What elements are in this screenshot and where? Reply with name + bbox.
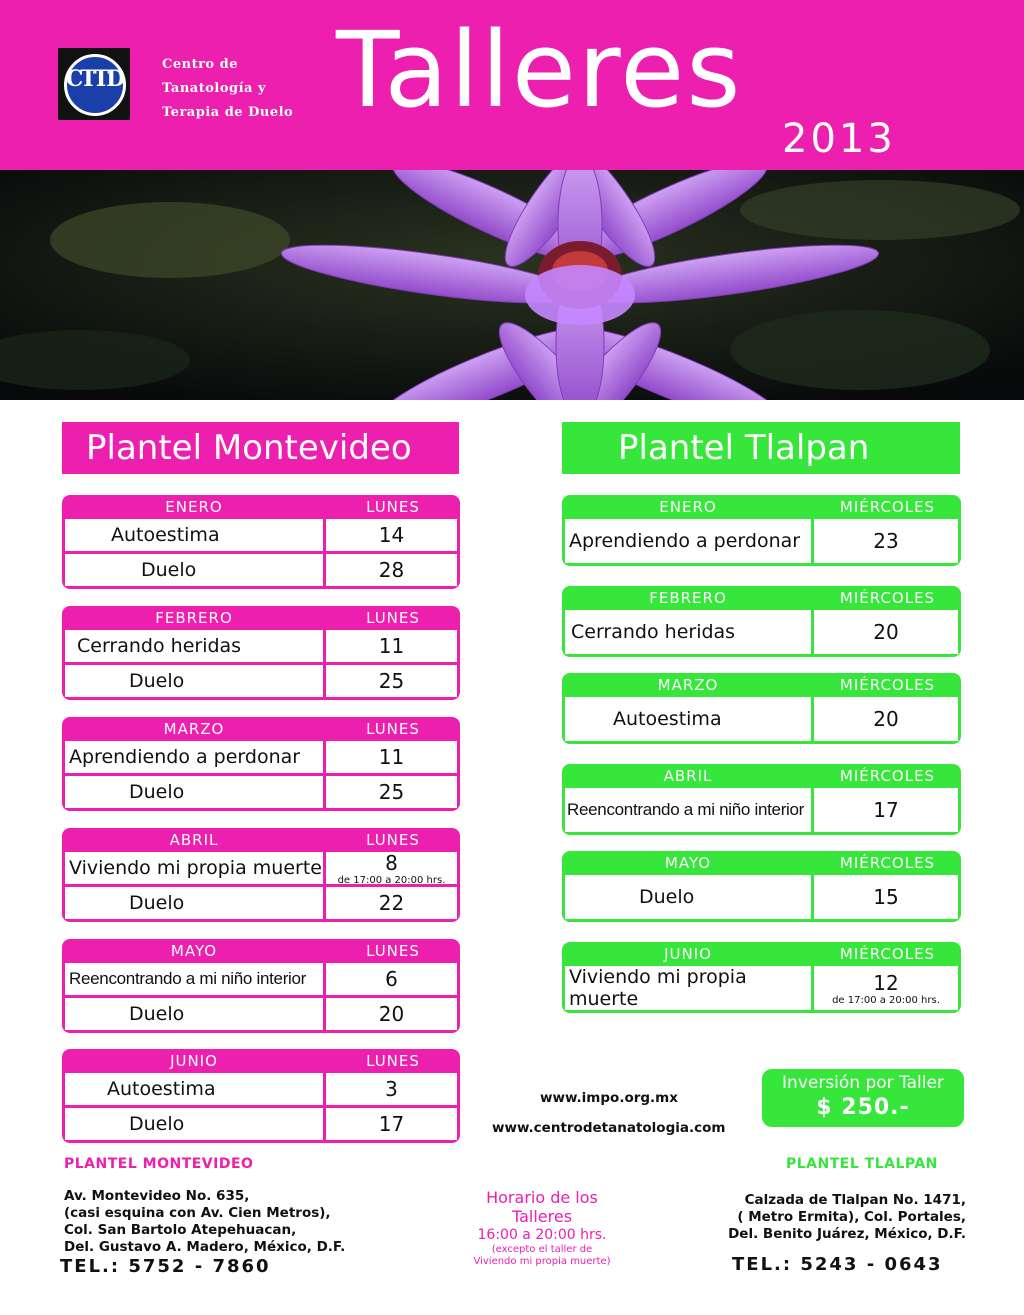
workshop-day-cell — [326, 852, 457, 884]
month-header — [62, 939, 460, 963]
month-table-febrero — [562, 586, 961, 657]
month-table-enero — [62, 495, 460, 589]
month-name: MARZO — [657, 676, 719, 694]
workshop-day: 25 — [378, 780, 405, 804]
montevideo-phone: TEL.: 5752 - 7860 — [60, 1256, 271, 1277]
workshop-name: Duelo — [65, 887, 326, 919]
month-name: JUNIO — [170, 1052, 218, 1070]
weekday-label: MIÉRCOLES — [839, 767, 936, 785]
workshop-day: 20 — [873, 620, 899, 644]
workshop-day: 17 — [873, 798, 899, 822]
montevideo-address-line: (casi esquina con Av. Cien Metros), — [64, 1205, 331, 1221]
weekday-label: MIÉRCOLES — [839, 498, 936, 516]
investment-price: $ 250.- — [816, 1095, 910, 1120]
horario-note: (excepto el taller de — [491, 1244, 593, 1255]
workshop-row — [65, 887, 457, 919]
month-name: ABRIL — [169, 831, 219, 849]
month-header — [562, 942, 961, 966]
workshop-day: 6 — [385, 967, 398, 991]
workshop-row — [65, 1073, 457, 1105]
workshop-day-cell — [326, 741, 457, 773]
horario-hours: 16:00 a 20:00 hrs. — [477, 1227, 607, 1243]
workshop-name: Reencontrando a mi niño interior — [65, 963, 326, 995]
workshop-name: Duelo — [65, 776, 326, 808]
workshop-day: 20 — [378, 1002, 405, 1026]
workshop-day-cell — [814, 610, 958, 654]
workshop-row — [65, 665, 457, 697]
month-header — [562, 586, 961, 610]
workshop-day-cell — [326, 887, 457, 919]
tlalpan-address-line: Del. Benito Juárez, México, D.F. — [728, 1226, 966, 1242]
workshop-day: 20 — [873, 707, 899, 731]
montevideo-address-line: Col. San Bartolo Atepehuacan, — [64, 1222, 297, 1238]
workshop-day: 11 — [378, 634, 405, 658]
tlalpan-address-line: Calzada de Tlalpan No. 1471, — [744, 1192, 966, 1208]
workshop-day-cell — [326, 630, 457, 662]
org-name-line-3: Terapia de Duelo — [162, 105, 294, 120]
month-table-mayo — [562, 851, 961, 922]
weekday-label: LUNES — [366, 498, 420, 516]
workshop-name: Reencontrando a mi niño interior — [565, 788, 814, 832]
workshop-row — [65, 630, 457, 662]
month-table-marzo — [562, 673, 961, 744]
workshop-day-cell — [814, 519, 958, 563]
workshop-name: Aprendiendo a perdonar — [65, 741, 326, 773]
month-header — [62, 495, 460, 519]
footer-montevideo-title: PLANTEL MONTEVIDEO — [64, 1156, 254, 1172]
weekday-label: MIÉRCOLES — [839, 945, 936, 963]
montevideo-address — [64, 1188, 345, 1256]
link-impo[interactable]: www.impo.org.mx — [540, 1090, 678, 1106]
month-header — [62, 1049, 460, 1073]
footer-tlalpan-title: PLANTEL TLALPAN — [786, 1156, 938, 1172]
logo-letters: CTTD — [65, 66, 123, 92]
workshop-hours-note: de 17:00 a 20:00 hrs. — [832, 994, 940, 1006]
workshop-day: 22 — [378, 891, 405, 915]
horario-line: Horario de los — [486, 1188, 598, 1207]
workshop-day-cell — [814, 966, 958, 1010]
month-header — [562, 673, 961, 697]
weekday-label: LUNES — [366, 831, 420, 849]
investment-box — [762, 1069, 964, 1127]
poster-year: 2013 — [782, 116, 896, 162]
workshop-name: Duelo — [65, 554, 326, 586]
workshop-day: 14 — [378, 523, 405, 547]
month-header — [562, 495, 961, 519]
workshop-name: Duelo — [65, 665, 326, 697]
workshop-row — [565, 610, 958, 654]
workshop-hours-note: de 17:00 a 20:00 hrs. — [337, 874, 446, 886]
workshop-row — [65, 963, 457, 995]
workshop-day: 23 — [873, 529, 899, 553]
month-table-junio — [62, 1049, 460, 1143]
workshop-day-cell — [326, 1108, 457, 1140]
workshop-row — [565, 519, 958, 563]
banner-tlalpan-label: Plantel Tlalpan — [618, 428, 870, 468]
workshop-row — [565, 788, 958, 832]
workshop-day: 25 — [378, 669, 405, 693]
workshop-day-cell — [326, 776, 457, 808]
workshop-row — [65, 1108, 457, 1140]
workshop-name: Autoestima — [65, 519, 326, 551]
month-header — [62, 828, 460, 852]
weekday-label: MIÉRCOLES — [839, 854, 936, 872]
month-table-enero — [562, 495, 961, 566]
workshop-name: Duelo — [65, 1108, 326, 1140]
workshop-day-cell — [326, 1073, 457, 1105]
workshop-name: Autoestima — [65, 1073, 326, 1105]
month-table-febrero — [62, 606, 460, 700]
workshop-day: 12 — [873, 970, 899, 995]
month-name: FEBRERO — [155, 609, 233, 627]
weekday-label: LUNES — [366, 1052, 420, 1070]
link-centrodetanatologia[interactable]: www.centrodetanatologia.com — [492, 1120, 726, 1136]
month-table-abril — [562, 764, 961, 835]
workshop-row — [65, 776, 457, 808]
workshop-row — [65, 519, 457, 551]
org-name-line-1: Centro de — [162, 57, 238, 72]
weekday-label: LUNES — [366, 609, 420, 627]
workshop-day-cell — [814, 697, 958, 741]
poster-title: Talleres — [336, 9, 743, 131]
month-name: ENERO — [659, 498, 717, 516]
workshop-row — [565, 875, 958, 919]
month-table-marzo — [62, 717, 460, 811]
weekday-label: LUNES — [366, 942, 420, 960]
month-table-junio — [562, 942, 961, 1013]
workshop-day-cell — [326, 963, 457, 995]
banner-montevideo-label: Plantel Montevideo — [86, 428, 412, 468]
workshop-row — [65, 998, 457, 1030]
workshop-name: Duelo — [565, 875, 814, 919]
weekday-label: LUNES — [366, 720, 420, 738]
workshop-row — [65, 554, 457, 586]
month-header — [562, 851, 961, 875]
month-name: MAYO — [664, 854, 712, 872]
weekday-label: MIÉRCOLES — [839, 676, 936, 694]
workshop-day: 8 — [385, 850, 398, 875]
workshop-day-cell — [326, 519, 457, 551]
weekday-label: MIÉRCOLES — [839, 589, 936, 607]
banner-montevideo — [62, 422, 459, 474]
workshop-day: 11 — [378, 745, 405, 769]
horario-line: Talleres — [511, 1207, 573, 1226]
workshop-name: Cerrando heridas — [65, 630, 326, 662]
month-table-mayo — [62, 939, 460, 1033]
workshop-row — [65, 741, 457, 773]
month-header — [62, 606, 460, 630]
month-header — [562, 764, 961, 788]
workshop-day-cell — [326, 998, 457, 1030]
workshop-day-cell — [326, 665, 457, 697]
workshop-day: 17 — [378, 1112, 405, 1136]
workshop-name: Aprendiendo a perdonar — [565, 519, 814, 563]
schedule-hours — [462, 1188, 622, 1268]
workshop-name: Viviendo mi propia muerte — [565, 966, 814, 1010]
workshop-day: 28 — [378, 558, 405, 582]
workshop-day: 3 — [385, 1077, 398, 1101]
month-name: FEBRERO — [649, 589, 727, 607]
workshop-day-cell — [814, 788, 958, 832]
month-name: JUNIO — [664, 945, 712, 963]
workshop-row — [565, 697, 958, 741]
month-name: ENERO — [165, 498, 223, 516]
water-lily-icon — [0, 170, 1024, 400]
banner-tlalpan — [562, 422, 960, 474]
investment-label: Inversión por Taller — [782, 1073, 944, 1093]
workshop-name: Viviendo mi propia muerte — [65, 852, 326, 884]
tlalpan-address-line: ( Metro Ermita), Col. Portales, — [737, 1209, 966, 1225]
horario-note: Viviendo mi propia muerte) — [473, 1256, 611, 1267]
water-lily-photo — [0, 170, 1024, 400]
workshop-row — [65, 852, 457, 884]
month-table-abril — [62, 828, 460, 922]
month-name: ABRIL — [663, 767, 713, 785]
workshop-name: Cerrando heridas — [565, 610, 814, 654]
workshop-day-cell — [326, 554, 457, 586]
montevideo-address-line: Del. Gustavo A. Madero, México, D.F. — [64, 1239, 346, 1255]
workshop-row — [565, 966, 958, 1010]
workshop-name: Autoestima — [565, 697, 814, 741]
month-name: MAYO — [170, 942, 218, 960]
month-name: MARZO — [163, 720, 225, 738]
montevideo-address-line: Av. Montevideo No. 635, — [64, 1188, 250, 1204]
tlalpan-phone: TEL.: 5243 - 0643 — [732, 1254, 943, 1275]
workshop-day-cell — [814, 875, 958, 919]
workshop-name: Duelo — [65, 998, 326, 1030]
org-name-line-2: Tanatología y — [162, 81, 267, 96]
tlalpan-address — [684, 1192, 966, 1243]
workshop-day: 15 — [873, 885, 899, 909]
org-logo — [58, 48, 130, 120]
month-header — [62, 717, 460, 741]
